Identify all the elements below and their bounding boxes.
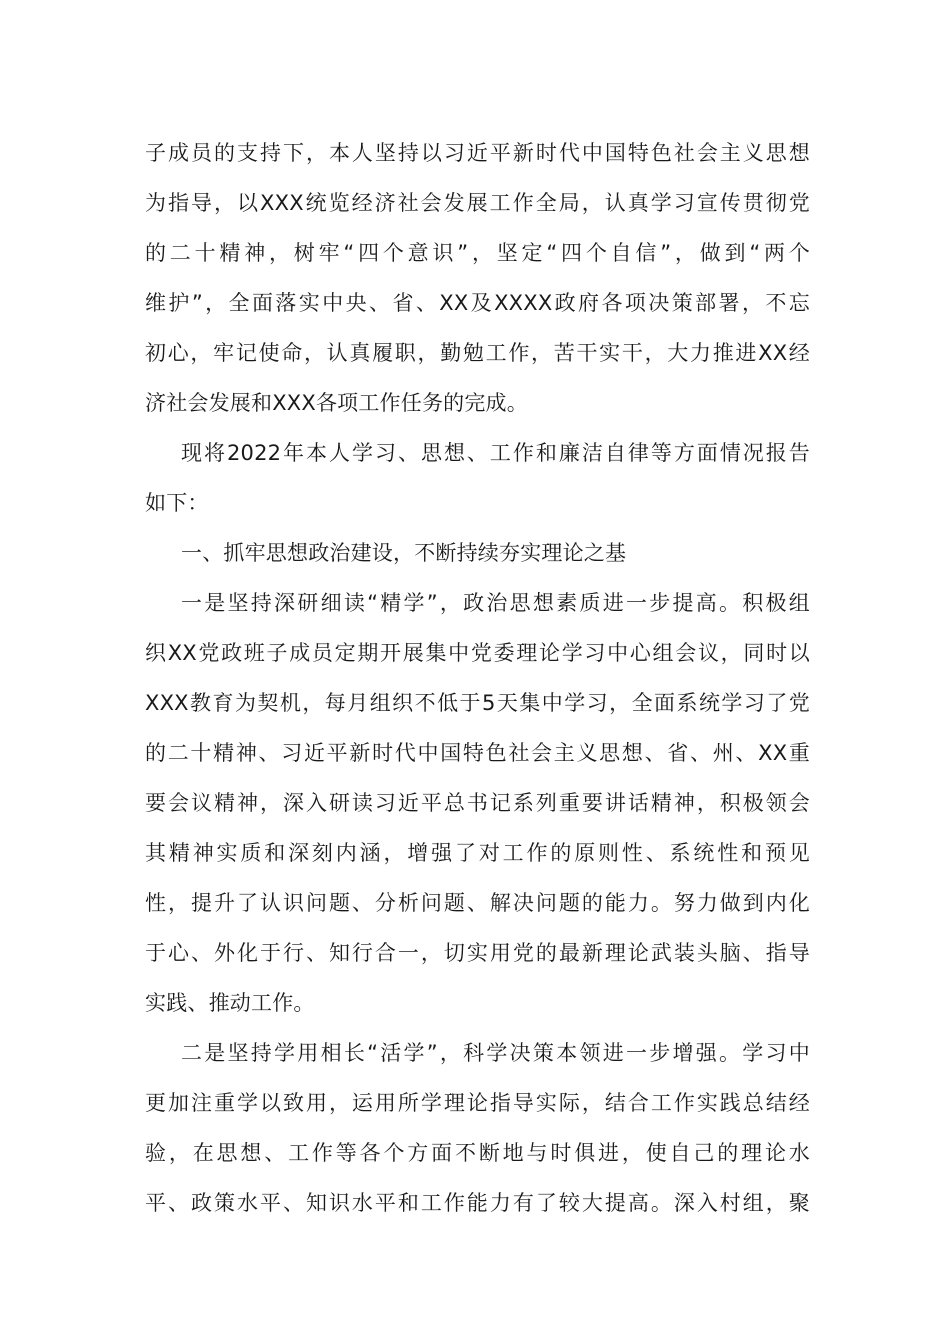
text-line: 的二十精神、习近平新时代中国特色社会主义思想、省、州、XX重 (145, 741, 810, 765)
text-line: 为指导，以XXX统览经济社会发展工作全局，认真学习宣传贯彻党 (145, 191, 810, 215)
text-line: 初心，牢记使命，认真履职，勤勉工作，苦干实干，大力推进XX经 (145, 341, 810, 365)
text-line: 织XX党政班子成员定期开展集中党委理论学习中心组会议，同时以 (145, 641, 810, 665)
text-line: 性，提升了认识问题、分析问题、解决问题的能力。努力做到内化 (145, 891, 810, 915)
section-heading: 一、抓牢思想政治建设，不断持续夯实理论之基 (181, 541, 627, 565)
text-line: 济社会发展和XXX各项工作任务的完成。 (145, 391, 528, 415)
text-line: 的二十精神，树牢“四个意识”，坚定“四个自信”，做到“两个 (145, 241, 810, 265)
text-line: 一是坚持深研细读“精学”，政治思想素质进一步提高。积极组 (181, 591, 810, 615)
text-line: 平、政策水平、知识水平和工作能力有了较大提高。深入村组，聚 (145, 1191, 810, 1215)
text-line: 二是坚持学用相长“活学”，科学决策本领进一步增强。学习中 (181, 1041, 810, 1065)
text-line: 实践、推动工作。 (145, 991, 315, 1015)
text-line: 验，在思想、工作等各个方面不断地与时俱进，使自己的理论水 (145, 1141, 810, 1165)
document-body (145, 128, 810, 1228)
text-line: 要会议精神，深入研读习近平总书记系列重要讲话精神，积极领会 (145, 791, 810, 815)
text-line: 如下： (145, 491, 209, 515)
text-line: 更加注重学以致用，运用所学理论指导实际，结合工作实践总结经 (145, 1091, 810, 1115)
text-line: 现将2022年本人学习、思想、工作和廉洁自律等方面情况报告 (181, 441, 810, 465)
text-line: 维护”，全面落实中央、省、XX及XXXX政府各项决策部署，不忘 (145, 291, 810, 315)
text-line: 子成员的支持下，本人坚持以习近平新时代中国特色社会主义思想 (145, 141, 810, 165)
text-line: 于心、外化于行、知行合一，切实用党的最新理论武装头脑、指导 (145, 941, 810, 965)
text-line: 其精神实质和深刻内涵，增强了对工作的原则性、系统性和预见 (145, 841, 810, 865)
text-line: XXX教育为契机，每月组织不低于5天集中学习，全面系统学习了党 (145, 691, 810, 715)
